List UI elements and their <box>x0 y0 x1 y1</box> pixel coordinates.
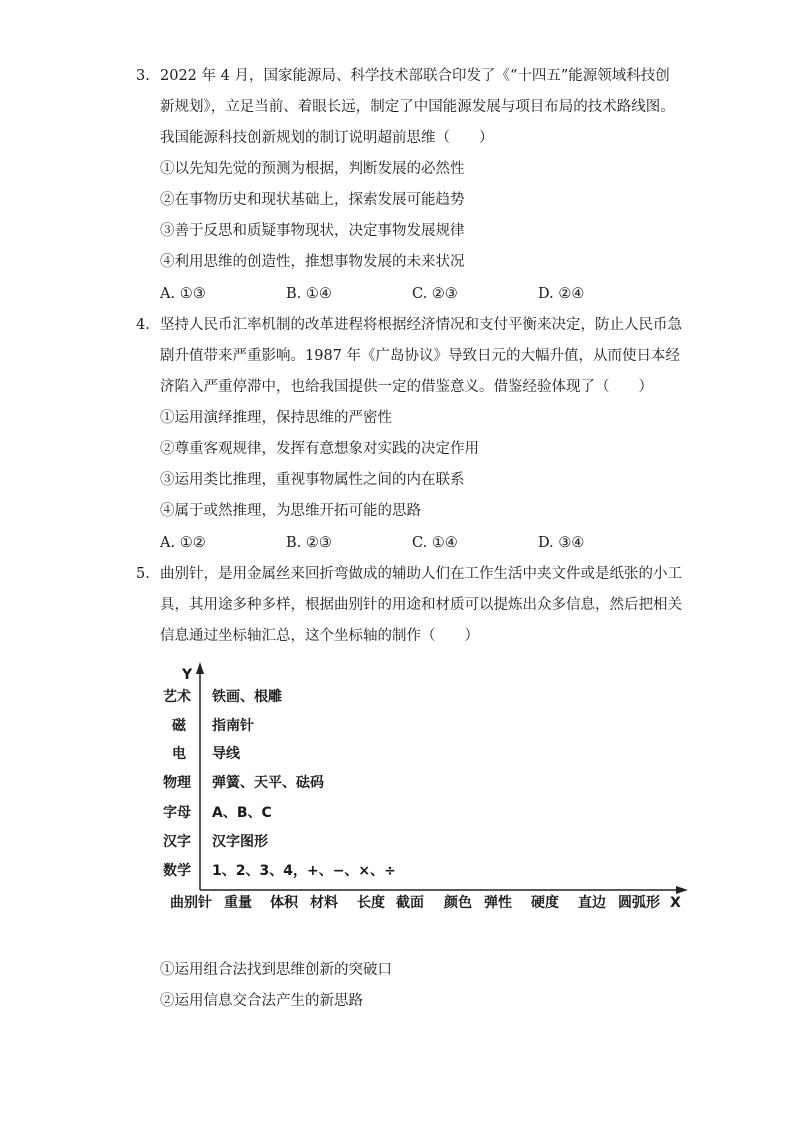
question-5-stem-line-3: 信息通过坐标轴汇总，这个坐标轴的制作（ ） <box>160 628 479 644</box>
question-4-option-d[interactable]: D. ③④ <box>538 535 585 551</box>
y-row-text-art: 铁画、根雕 <box>212 689 282 705</box>
y-row-label-physics: 物理 <box>163 775 191 791</box>
x-category-cross-section: 截面 <box>396 895 424 911</box>
question-3-stem-line-1: 2022 年 4 月，国家能源局、科学技术部联合印发了《“十四五”能源领域科技创 <box>160 68 670 84</box>
x-category-hardness: 硬度 <box>531 895 559 911</box>
x-axis-arrow <box>676 886 688 894</box>
question-5-number: 5. <box>136 566 150 582</box>
y-row-label-chinese: 汉字 <box>163 834 191 850</box>
question-4-statement-3: ③运用类比推理，重视事物属性之间的内在联系 <box>160 472 465 488</box>
question-3-statement-3: ③善于反思和质疑事物现状，决定事物发展规律 <box>160 223 465 239</box>
y-row-label-electric: 电 <box>172 746 186 762</box>
y-axis-label: Y <box>182 667 193 683</box>
y-row-label-math: 数学 <box>163 863 191 879</box>
question-3-statement-2: ②在事物历史和现状基础上，探索发展可能趋势 <box>160 192 465 208</box>
question-3-option-b[interactable]: B. ①④ <box>286 286 332 302</box>
question-4-option-c[interactable]: C. ①④ <box>412 535 458 551</box>
question-3-option-d[interactable]: D. ②④ <box>538 286 585 302</box>
question-4-stem-line-3: 济陷入严重停滞中，也给我国提供一定的借鉴意义。借鉴经验体现了（ ） <box>160 379 653 395</box>
question-3-option-c[interactable]: C. ②③ <box>412 286 458 302</box>
x-category-arc: 圆弧形 <box>618 895 660 911</box>
question-4-statement-1: ①运用演绎推理，保持思维的严密性 <box>160 410 392 426</box>
y-row-text-letters: A、B、C <box>212 805 272 821</box>
question-4-statement-4: ④属于或然推理，为思维开拓可能的思路 <box>160 503 421 519</box>
question-3-statement-1: ①以先知先觉的预测为根据，判断发展的必然性 <box>160 161 465 177</box>
question-5-statement-2: ②运用信息交合法产生的新思路 <box>160 993 363 1009</box>
x-category-straight-edge: 直边 <box>578 895 606 911</box>
question-4-option-b[interactable]: B. ②③ <box>286 535 332 551</box>
question-4-statement-2: ②尊重客观规律，发挥有意想象对实践的决定作用 <box>160 441 479 457</box>
question-3-number: 3. <box>136 68 150 84</box>
y-row-label-magnet: 磁 <box>172 718 186 734</box>
y-row-text-chinese: 汉字图形 <box>212 834 268 850</box>
y-row-text-electric: 导线 <box>212 746 240 762</box>
x-category-elasticity: 弹性 <box>484 895 512 911</box>
question-3-option-a[interactable]: A. ①③ <box>160 286 206 302</box>
y-axis-arrow <box>196 662 204 674</box>
question-4-number: 4. <box>136 317 150 333</box>
question-4-option-a[interactable]: A. ①② <box>160 535 206 551</box>
question-3-stem-line-3: 我国能源科技创新规划的制订说明超前思维（ ） <box>160 130 494 146</box>
question-4-stem-line-2: 剧升值带来严重影响。1987 年《广岛协议》导致日元的大幅升值，从而使日本经 <box>160 348 681 364</box>
x-axis-label: X <box>670 895 681 911</box>
y-row-text-magnet: 指南针 <box>212 718 254 734</box>
question-3-stem-line-2: 新规划》，立足当前、着眼长远，制定了中国能源发展与项目布局的技术路线图。 <box>160 99 675 115</box>
question-5-statement-1: ①运用组合法找到思维创新的突破口 <box>160 962 392 978</box>
x-category-length: 长度 <box>357 895 385 911</box>
x-origin-label: 曲别针 <box>170 895 212 911</box>
x-category-volume: 体积 <box>270 895 298 911</box>
x-category-color: 颜色 <box>444 895 472 911</box>
y-row-text-physics: 弹簧、天平、砝码 <box>212 775 324 791</box>
question-3-statement-4: ④利用思维的创造性，推想事物发展的未来状况 <box>160 254 465 270</box>
x-category-weight: 重量 <box>224 895 252 911</box>
question-5-stem-line-1: 曲别针，是用金属丝来回折弯做成的辅助人们在工作生活中夹文件或是纸张的小工 <box>160 566 682 582</box>
y-row-label-art: 艺术 <box>163 689 191 705</box>
question-4-stem-line-1: 坚持人民币汇率机制的改革进程将根据经济情况和支付平衡来决定，防止人民币急 <box>160 317 682 333</box>
y-row-text-math: 1、2、3、4，+、−、×、÷ <box>212 863 396 879</box>
x-category-material: 材料 <box>310 895 338 911</box>
question-5-stem-line-2: 具，其用途多种多样，根据曲别针的用途和材质可以提炼出众多信息，然后把相关 <box>160 597 682 613</box>
y-row-label-letters: 字母 <box>163 805 191 821</box>
